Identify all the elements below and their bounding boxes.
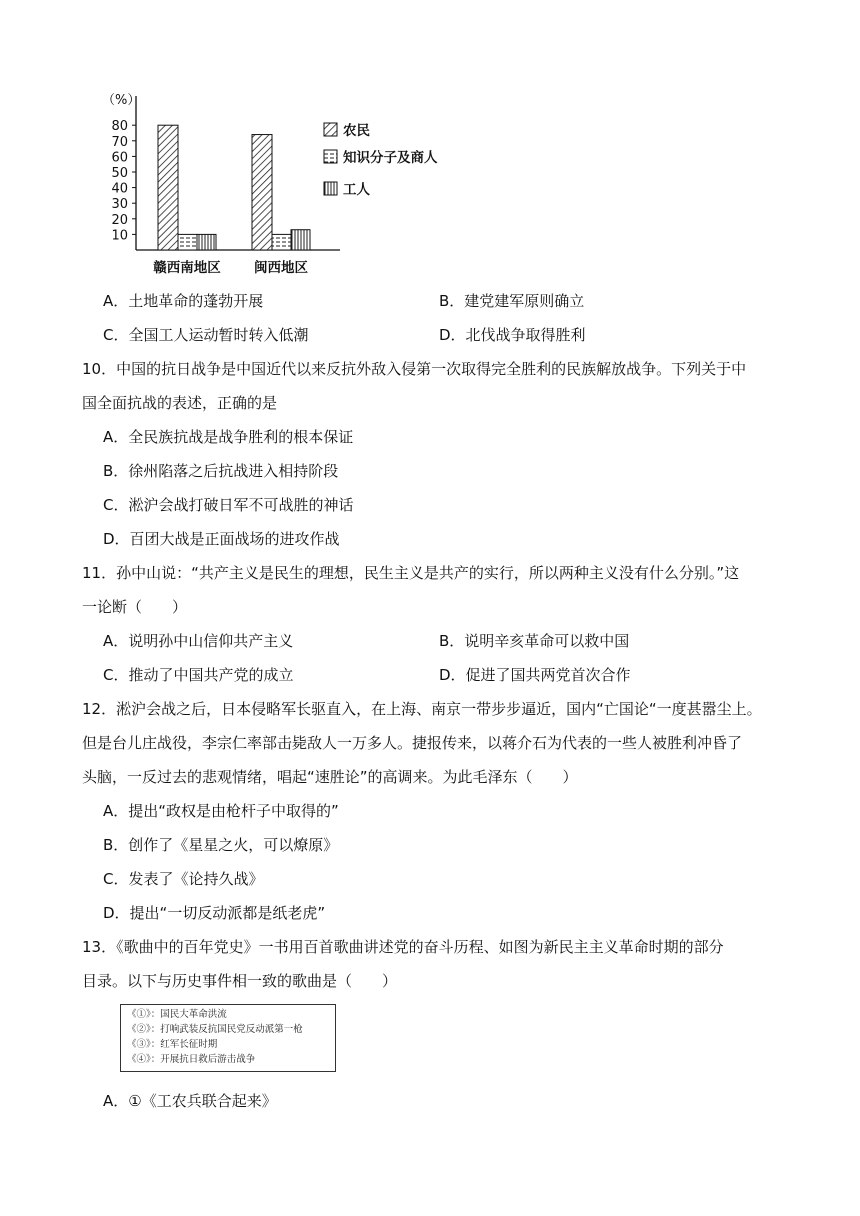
toc-entry-1: 《①》：国民大革命洪流 (127, 1009, 227, 1020)
q9-option-b[interactable]: B．建党建军原则确立 (439, 292, 585, 310)
chart-svg (96, 88, 476, 284)
y-tick-label: 70 (111, 134, 128, 150)
q12-option-a[interactable]: A．提出“政权是由枪杆子中取得的” (103, 802, 339, 820)
q9-option-d[interactable]: D．北伐战争取得胜利 (439, 326, 586, 344)
bar-1-1 (158, 125, 178, 250)
legend-swatch (324, 150, 337, 163)
q11-option-a[interactable]: A．说明孙中山信仰共产主义 (103, 632, 294, 650)
q10-option-b[interactable]: B．徐州陷落之后抗战进入相持阶段 (103, 462, 339, 480)
q12-stem-line2: 但是台儿庄战役，李宗仁率部击毙敌人一万多人。捷报传来，以蒋介石为代表的一些人被胜利冲昏了 (82, 734, 743, 752)
legend-swatch (324, 123, 337, 136)
bar-1-3 (197, 234, 216, 250)
q12-option-b[interactable]: B．创作了《星星之火，可以燎原》 (103, 836, 339, 854)
legend-label: 农民 (343, 123, 370, 139)
q9-option-a[interactable]: A．土地革命的蓬勃开展 (103, 292, 264, 310)
x-category-label: 赣西南地区 (153, 260, 221, 276)
q10-option-c[interactable]: C．淞沪会战打破日军不可战胜的神话 (103, 496, 354, 514)
song-table-of-contents (120, 1004, 336, 1072)
q13-stem-line1: 13．《歌曲中的百年党史》一书用百首歌曲讲述党的奋斗历程、如图为新民主主义革命时期的部分 (82, 938, 724, 956)
q11-stem-line1: 11．孙中山说：“共产主义是民生的理想，民生主义是共产的实行，所以两种主义没有什么分别。”这 (82, 564, 740, 582)
q10-stem-line1: 10．中国的抗日战争是中国近代以来反抗外敌入侵第一次取得完全胜利的民族解放战争。下列关于中 (82, 360, 747, 378)
toc-entry-3: 《③》：红军长征时期 (127, 1039, 218, 1050)
toc-entry-4: 《④》：开展抗日救后游击战争 (127, 1054, 256, 1065)
y-tick-label: 10 (111, 228, 128, 244)
y-tick-label: 50 (111, 166, 128, 181)
q10-option-a[interactable]: A．全民族抗战是战争胜利的根本保证 (103, 428, 354, 446)
legend-label: 知识分子及商人 (343, 150, 438, 166)
occupation-bar-chart (96, 88, 476, 284)
bar-2-3 (291, 230, 310, 250)
bar-2-2 (272, 234, 291, 250)
q12-stem-line3: 头脑，一反过去的悲观情绪，唱起“速胜论”的高调来。为此毛泽东（ ） (82, 768, 578, 786)
y-tick-label: 40 (111, 181, 128, 197)
q11-option-d[interactable]: D．促进了国共两党首次合作 (439, 666, 631, 684)
q10-stem-line2: 国全面抗战的表述，正确的是 (82, 394, 278, 412)
x-category-label: 闽西地区 (254, 260, 308, 276)
bar-1-2 (178, 234, 197, 250)
q9-option-c[interactable]: C．全国工人运动暂时转入低潮 (103, 326, 309, 344)
q10-option-d[interactable]: D．百团大战是正面战场的进攻作战 (103, 530, 340, 548)
bar-2-1 (252, 135, 272, 250)
y-tick-label: 80 (111, 119, 128, 135)
y-tick-label: 20 (111, 212, 128, 228)
q12-option-d[interactable]: D．提出“一切反动派都是纸老虎” (103, 904, 326, 922)
q12-option-c[interactable]: C．发表了《论持久战》 (103, 870, 264, 888)
q11-option-b[interactable]: B．说明辛亥革命可以救中国 (439, 632, 630, 650)
q12-stem-line1: 12．淞沪会战之后，日本侵略军长驱直入，在上海、南京一带步步逼近，国内“亡国论“一度甚嚣尘上。 (82, 700, 762, 718)
q13-stem-line2: 目录。以下与历史事件相一致的歌曲是（ ） (82, 972, 398, 990)
y-unit-label: （%） (102, 93, 141, 108)
y-tick-label: 60 (111, 150, 128, 166)
q13-option-a[interactable]: A．①《工农兵联合起来》 (103, 1092, 277, 1110)
toc-entry-2: 《②》：打响武装反抗国民党反动派第一枪 (127, 1024, 303, 1035)
legend-label: 工人 (343, 182, 370, 198)
legend-swatch (324, 182, 337, 195)
y-tick-label: 30 (111, 197, 128, 213)
q11-stem-line2: 一论断（ ） (82, 598, 188, 616)
q11-option-c[interactable]: C．推动了中国共产党的成立 (103, 666, 294, 684)
